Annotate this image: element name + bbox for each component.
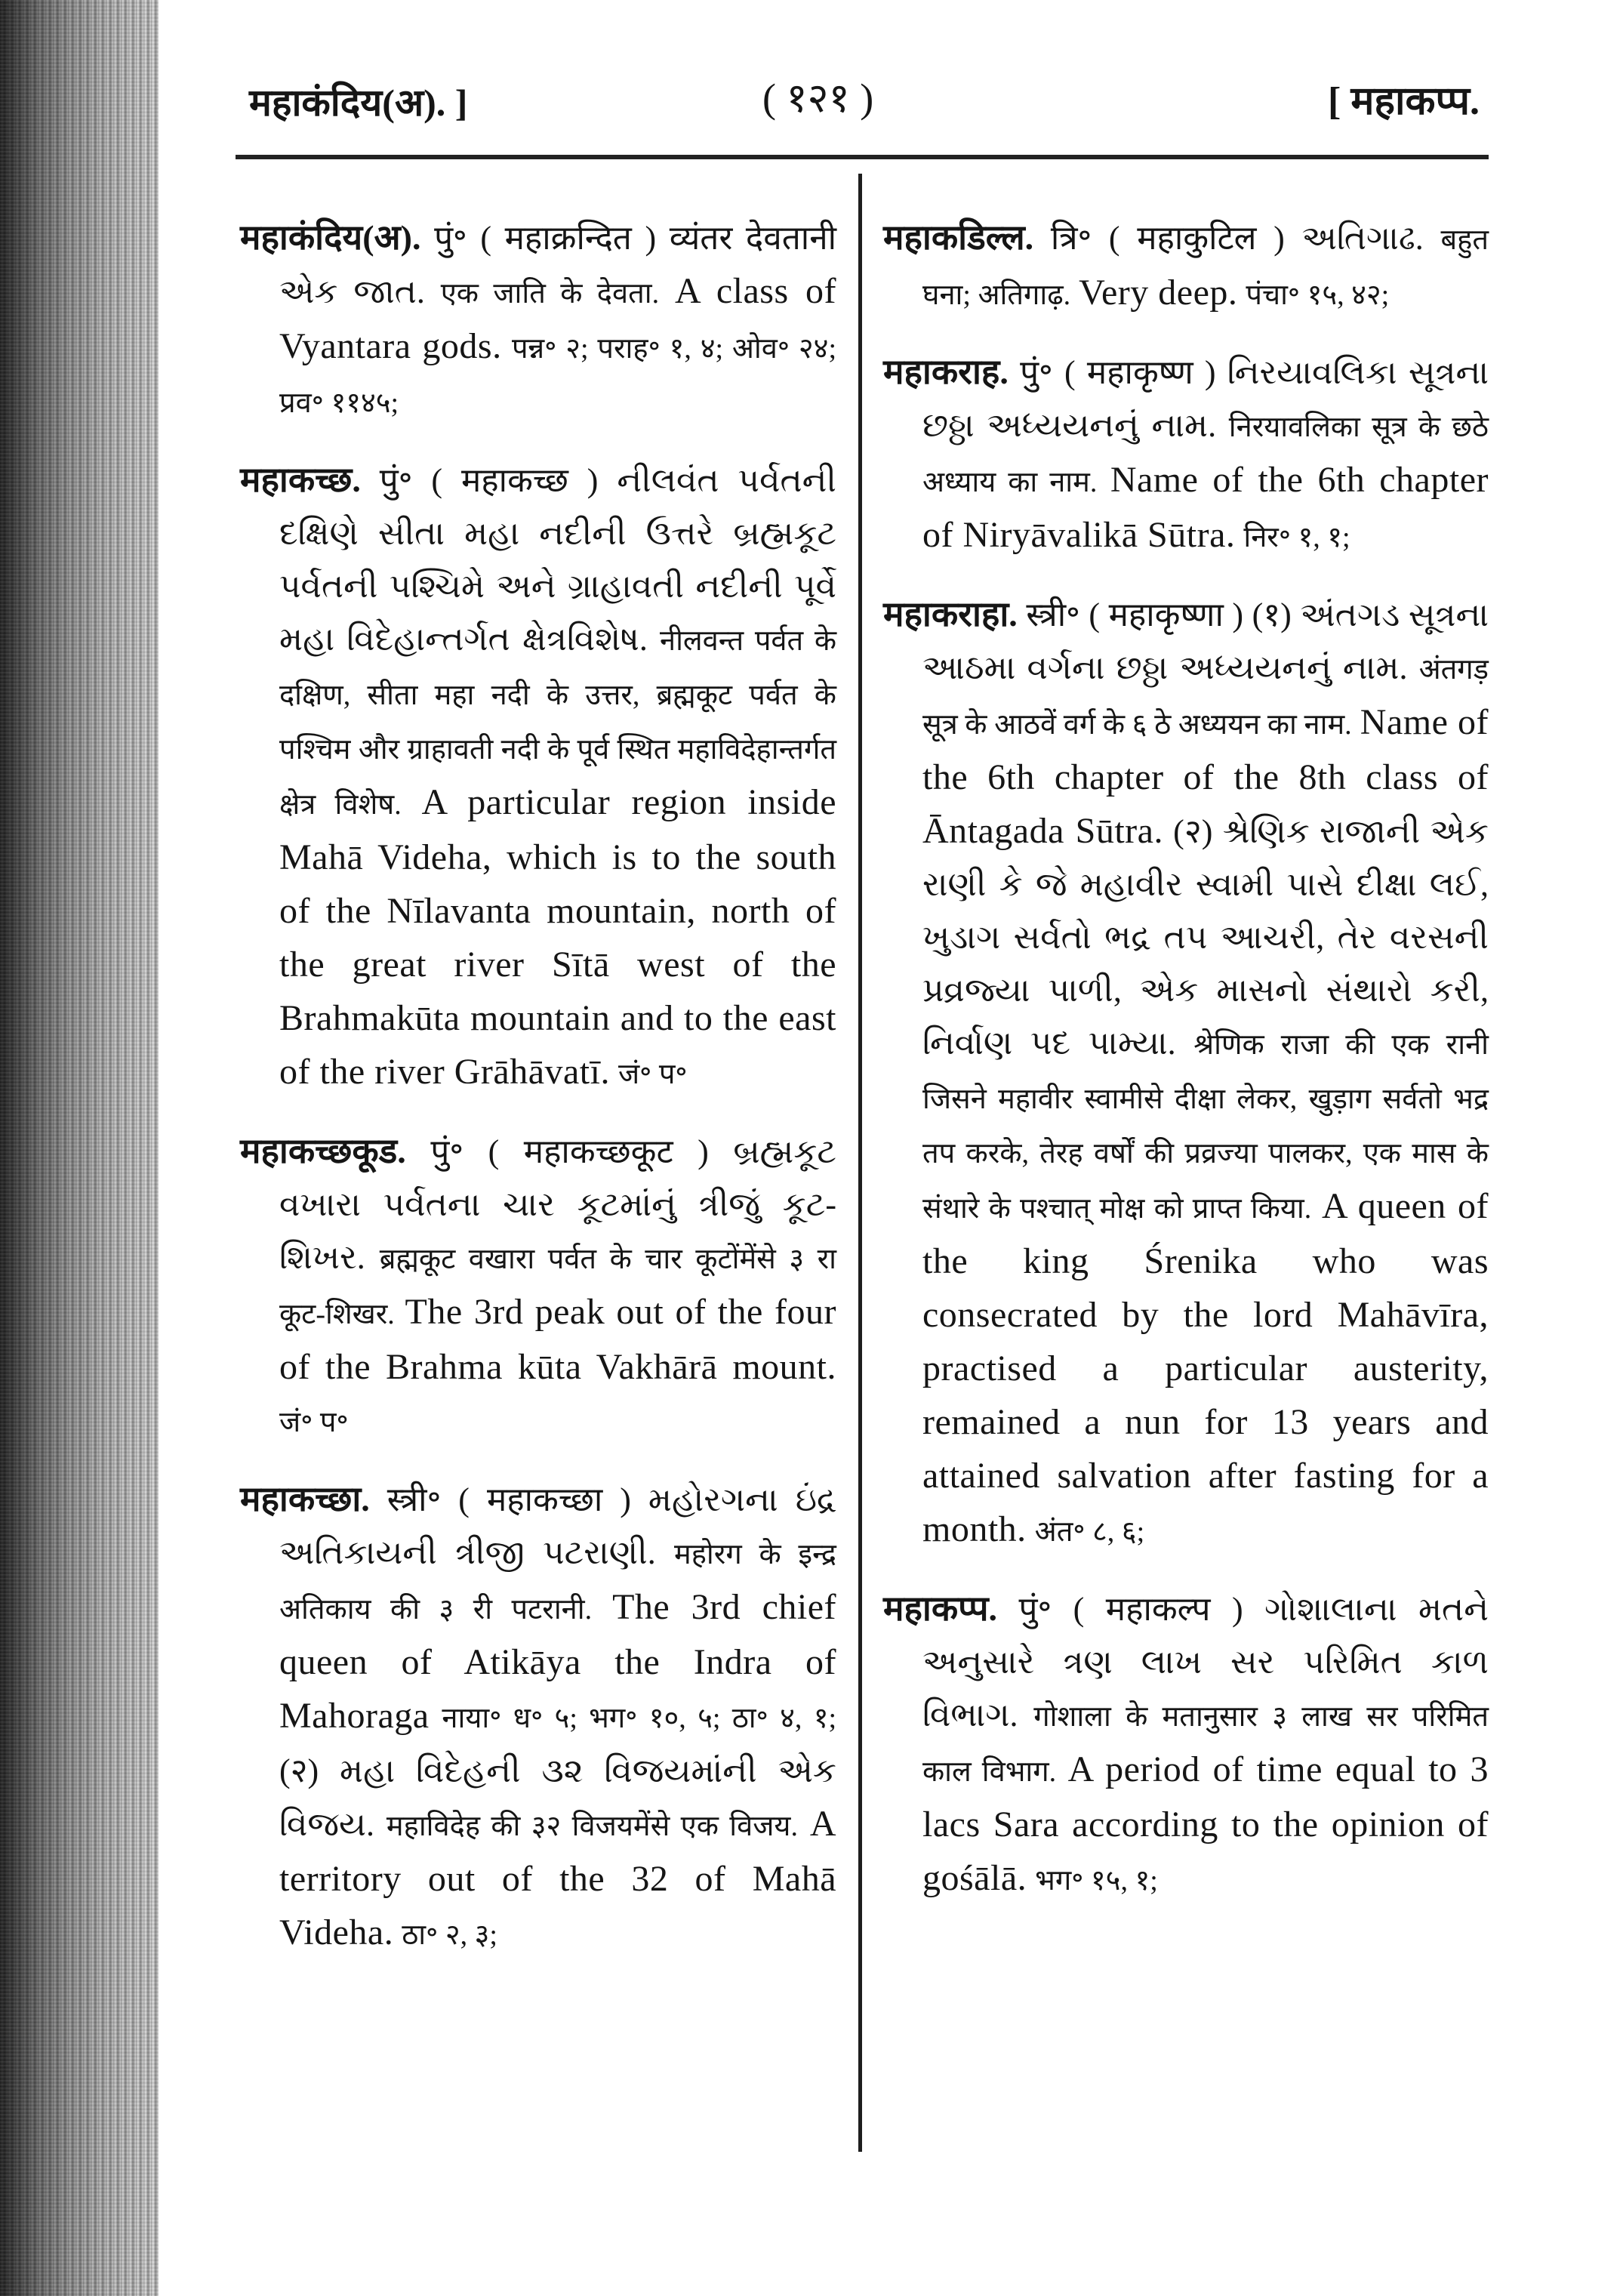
dictionary-entry [240,211,836,430]
hindi-definition-2: श्रेणिक राजा की एक रानी जिसने महावीर स्वामीसे दीक्षा लेकर, खुड़ाग सर्वतो भद्र तप करके, तेरह वर्षों की प्रव्रज्या पालकर, एक मास के संथारे के पश्चात् मोक्ष को प्राप्त किया. [922,1029,1489,1225]
running-head-right: [ महाकप्प. [1328,80,1480,123]
hindi-definition-2: महाविदेह की ३२ विजयमेंसे एक विजय. [386,1811,798,1842]
dictionary-entry [240,454,836,1101]
grammar-note: पुं॰ ( महाकल्प ) [1018,1591,1243,1628]
english-definition-2: A territory out of the 32 of Mahā Videha. [279,1804,837,1952]
headword: महाकच्छ. [240,461,361,499]
english-definition: A class of Vyantara gods. [279,271,837,366]
gujarati-definition: અતિગાઢ. [1301,220,1424,257]
headword: महाकच्छकूड. [240,1132,406,1170]
dictionary-entry [240,1125,836,1449]
column-divider [858,174,862,2152]
page-number: ( १२१ ) [762,76,874,121]
english-definition: Very deep. [1079,273,1238,313]
references: निर॰ १, १; [1243,522,1350,553]
references-2: ठा॰ २, ३; [402,1919,497,1951]
references: जं॰ प॰ [617,1059,688,1090]
gujarati-definition: મહોરગના ઇંદ્ર અતિકાયની ત્રીજી પટરાણી. [279,1481,836,1571]
hindi-definition: बहुत घना; अतिगाढ़. [922,224,1489,311]
headword: महाकंदिय(अ). [240,218,421,257]
hindi-definition: एक जाति के देवता. [440,278,660,310]
english-definition-2: A queen of the king Śrenika who was consecrated by the lord Mahāvīra, practised a particular austerity, remained a nun for 13 years and attained salvation after fasting for a month. [922,1186,1489,1549]
hindi-definition: नीलवन्त पर्वत के दक्षिण, सीता महा नदी के उत्तर, ब्रह्मकूट पर्वत के पश्चिम और ग्राहावती नदी के पूर्व स्थित महाविदेहान्तर्गत क्षेत्र विशेष. [279,625,837,821]
dictionary-entry [883,346,1489,564]
hindi-definition: अंतगड़ सूत्र के आठवें वर्ग के ६ ठे अध्ययन का नाम. [922,654,1489,741]
gujarati-definition: ગોશાલાના મતને અનુસારે ત્રણ લાખ સર પરિમિત કાળ વિભાગ. [922,1591,1489,1734]
grammar-note: स्त्री॰ ( महाकृष्णा ) [1026,596,1244,633]
references: पंचा॰ १५, ४२; [1246,279,1390,311]
grammar-note: पुं॰ ( महाक्रन्दित ) [434,220,657,257]
dictionary-entry [883,1583,1489,1907]
gujarati-definition: બ્રહ્મકૂટ વખારા પર્વતના ચાર કૂટમાંનું ત્રીજું કૂટ-શિખર. [279,1133,837,1276]
gujarati-definition: (१) અંતગડ સૂત્રના આઠમા વર્ગના છઠ્ઠા અધ્યયનનું નામ. [922,596,1489,686]
grammar-note: पुं॰ ( महाकच्छ ) [379,462,599,499]
dictionary-entry [883,211,1489,322]
english-definition: Name of the 6th chapter of Niryāvalikā Sūtra. [922,460,1489,555]
english-definition: The 3rd chief queen of Atikāya the Indra of Mahoraga [279,1587,836,1736]
hindi-definition: निरयावलिका सूत्र के छठे अध्याय का नाम. [922,411,1489,498]
gujarati-definition-2: (२) શ્રેણિક રાજાની એક રાણી કે જે મહાવીર સ્વામી પાસે દીક્ષા લઈ, ખુડાગ સર્વતો ભદ્ર તપ આચરી, તેર વરસની પ્રવ્રજ્યા પાળી, એક માસનો સંથારો કરી, નિર્વાણ પદ પામ્યા. [922,813,1489,1062]
hindi-definition: ब्रह्मकूट वखारा पर्वत के चार कूटोंमेंसे ३ रा कूट-शिखर. [279,1244,836,1330]
headword: महाकप्प. [883,1589,997,1628]
grammar-note: त्रि॰ ( महाकुटिल ) [1050,220,1285,257]
book-binding-edge [0,0,159,2296]
header-rule [236,155,1489,159]
references: भग॰ १५, १; [1035,1865,1158,1897]
dictionary-entry [883,588,1489,1558]
english-definition: A period of time equal to 3 lacs Sara according to the opinion of gośālā. [922,1749,1489,1898]
english-definition: The 3rd peak out of the four of the Brahma kūta Vakhārā mount. [279,1292,836,1387]
gujarati-definition: નિરયાવલિકા સૂત્રના છઠ્ઠા અધ્યયનનું નામ. [922,354,1489,444]
references: जं॰ प॰ [279,1407,349,1438]
references: नाया॰ ध॰ ५; भग॰ १०, ५; ठा॰ ४, १; [442,1703,837,1734]
dictionary-entry [240,1473,836,1962]
gujarati-definition: નીલવંત પર્વતની દક્ષિણે સીતા મહા નદીની ઉત્તરે બ્રહ્મકૂટ પર્વતની પશ્ચિમે અને ગ્રાહાવતી નદીની પૂર્વે મહા વિદેહાન્તર્ગત ક્ષેત્રવિશેષ. [279,462,837,658]
headword: महाकच्छा. [240,1480,370,1518]
gujarati-definition: व्यंतर देवतानी એક જાત. [279,220,837,310]
hindi-definition: गोशाला के मतानुसार ३ लाख सर परिमित काल विभाग. [922,1701,1489,1788]
grammar-note: पुं॰ ( महाकृष्ण ) [1020,354,1216,391]
running-head-left: महाकंदिय(अ). ] [249,82,468,124]
headword: महाकराह. [883,353,1009,391]
headword: महाकडिल्ल. [883,218,1034,257]
gujarati-definition-2: (२) મહા વિદેહની ૩૨ વિજયમાંની એક વિજય. [279,1752,836,1843]
grammar-note: स्त्री॰ ( महाकच्छा ) [387,1481,631,1518]
right-column [883,211,1489,1931]
headword: महाकराहा. [883,595,1018,633]
grammar-note: पुं॰ ( महाकच्छकूट ) [430,1133,709,1170]
english-definition: A particular region inside Mahā Videha, which is to the south of the Nīlavanta mountain, north of the great river Sītā west of the Brahmakūta mountain and to the east of the river Grāhāvatī. [279,782,837,1092]
left-column [240,211,836,1986]
hindi-definition: महोरग के इन्द्र अतिकाय की ३ री पटरानी. [279,1539,836,1626]
references: पन्न॰ २; पराह॰ १, ४; ओव॰ २४; प्रव॰ ११४५; [279,333,836,419]
references-2: अंत॰ ८, ६; [1034,1516,1145,1548]
english-definition: Name of the 6th chapter of the 8th class of Āntagada Sūtra. [922,702,1489,851]
